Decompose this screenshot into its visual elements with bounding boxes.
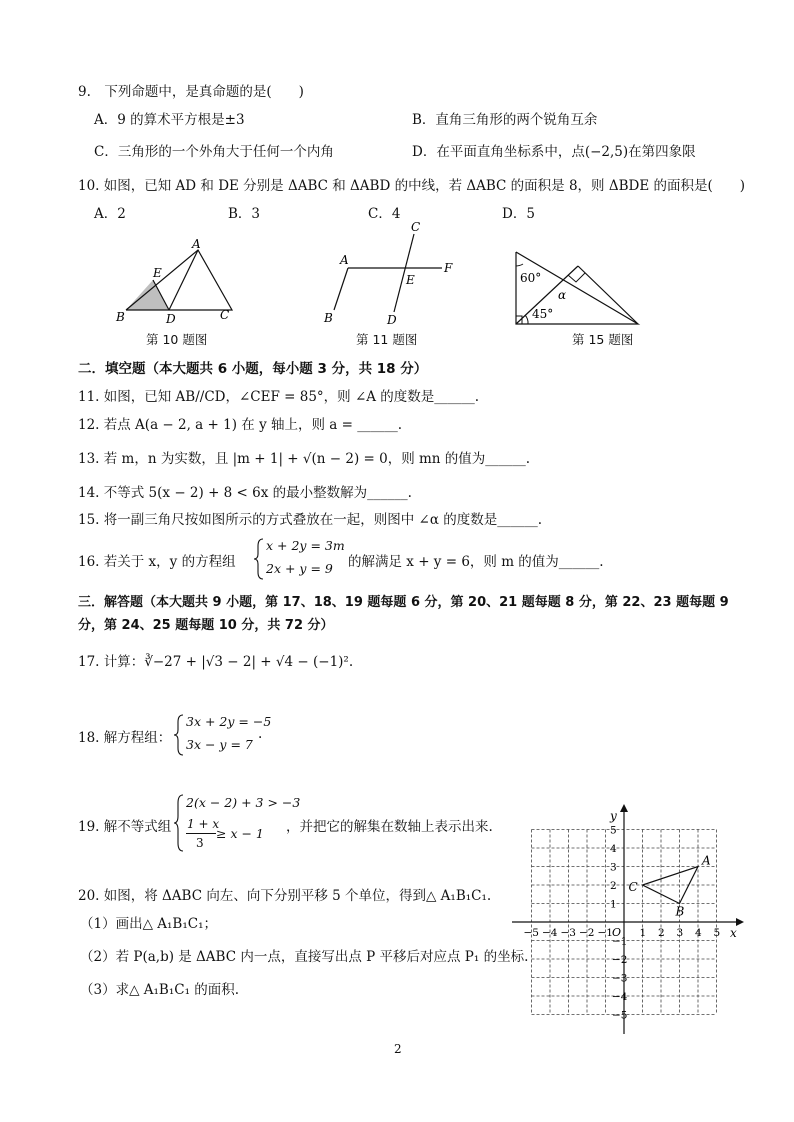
fig10-label-b: B — [116, 310, 125, 324]
section2-heading: 二．填空题（本大题共 6 小题，每小题 3 分，共 18 分） — [78, 361, 428, 377]
y-tick-label: −2 — [612, 954, 628, 966]
y-tick-label: 3 — [610, 861, 617, 874]
figure-11 — [318, 220, 468, 326]
page-number: 2 — [394, 1042, 402, 1056]
fig11-label-f: F — [444, 261, 453, 275]
fig11-caption: 第 11 题图 — [356, 332, 418, 347]
y-tick-label: −1 — [612, 935, 628, 948]
x-tick-label: −1 — [597, 927, 613, 939]
q19-eq2-numerator: 1 + x — [187, 817, 220, 831]
y-tick-label: 4 — [610, 843, 617, 855]
q9-stem: 9. 下列命题中，是真命题的是( ) — [78, 84, 304, 100]
fig11-label-b: B — [324, 311, 333, 325]
q12: 12. 若点 A(a − 2, a + 1) 在 y 轴上，则 a = ______. — [78, 417, 403, 433]
y-tick-label: 5 — [610, 824, 617, 837]
q16-brace — [254, 538, 264, 580]
x-axis-label: x — [730, 926, 737, 940]
triangle-abc — [643, 867, 699, 904]
x-tick-label: −2 — [579, 927, 595, 939]
q18-eq1: 3x + 2y = −5 — [186, 714, 272, 729]
q9-option-d: D．在平面直角坐标系中，点(−2,5)在第四象限 — [412, 144, 696, 160]
fig15-angle-45: 45° — [532, 307, 554, 321]
q19-suffix: ，并把它的解集在数轴上表示出来. — [286, 819, 493, 835]
origin-label: O — [612, 926, 622, 939]
fig11-label-d: D — [387, 313, 397, 326]
fig10-label-c: C — [220, 308, 230, 322]
q16-eq1: x + 2y = 3m — [266, 538, 345, 553]
y-tick-label: −4 — [612, 991, 628, 1003]
q18-eq2: 3x − y = 7 — [186, 737, 253, 752]
x-axis-arrow — [736, 918, 744, 926]
q18-suffix: . — [258, 726, 263, 742]
x-tick-label: −3 — [560, 927, 576, 939]
q20-part2: （2）若 P(a,b) 是 ΔABC 内一点，直接写出点 P 平移后对应点 P₁ 的坐标. — [80, 949, 529, 965]
fig11-label-a: A — [340, 253, 349, 267]
q19-prefix: 19. 解不等式组 — [78, 819, 172, 835]
q18-brace — [174, 714, 184, 756]
y-axis-label: y — [610, 809, 617, 823]
q20-part1: （1）画出△ A₁B₁C₁； — [80, 916, 217, 932]
q18-prefix: 18. 解方程组： — [78, 730, 172, 746]
q19-fraction-bar — [186, 833, 216, 834]
q16-prefix: 16. 若关于 x，y 的方程组 — [78, 554, 236, 570]
q19-eq2-denominator: 3 — [196, 836, 204, 850]
fig10-label-e: E — [153, 266, 162, 280]
fig10-label-a: A — [192, 237, 201, 251]
y-axis-arrow — [620, 804, 628, 812]
y-tick-label: −3 — [612, 972, 628, 985]
q19-eq1: 2(x − 2) + 3 > −3 — [186, 795, 301, 810]
x-tick-label: 5 — [713, 927, 721, 939]
figure-10 — [110, 236, 240, 326]
coordinate-grid — [508, 804, 748, 1040]
x-tick-label: −4 — [542, 927, 558, 939]
fig10-caption: 第 10 题图 — [146, 332, 208, 347]
q17: 17. 计算：∛−27 + |√3 − 2| + √4 − (−1)². — [78, 654, 354, 670]
q9-option-a: A．9 的算术平方根是±3 — [94, 112, 245, 128]
x-tick-label: 3 — [676, 927, 684, 939]
q14: 14. 不等式 5(x − 2) + 8 < 6x 的最小整数解为______. — [78, 485, 412, 501]
q10-option-d: D．5 — [502, 206, 535, 222]
q11: 11. 如图，已知 AB//CD，∠CEF = 85°，则 ∠A 的度数是______. — [78, 389, 480, 405]
q16-eq2: 2x + y = 9 — [266, 561, 333, 576]
fig10-label-d: D — [166, 312, 176, 326]
q19-brace — [174, 794, 184, 852]
point-label-b: B — [675, 904, 685, 919]
fig15-alpha: α — [558, 288, 567, 302]
x-tick-label: 4 — [695, 927, 702, 939]
q16-suffix: 的解满足 x + y = 6，则 m 的值为______. — [348, 554, 604, 570]
figure-15 — [510, 248, 646, 330]
fig11-label-e: E — [406, 273, 415, 287]
section3-heading-line2: 分，第 24、25 题每题 10 分，共 72 分） — [78, 618, 334, 633]
x-tick-label: −5 — [523, 927, 539, 939]
point-label-a: A — [702, 853, 711, 868]
y-tick-label: 1 — [610, 898, 617, 911]
fig11-label-c: C — [411, 220, 421, 234]
y-tick-label: −5 — [612, 1009, 628, 1022]
point-label-c: C — [628, 880, 638, 894]
q19-eq2-rest: ≥ x − 1 — [216, 826, 264, 841]
y-tick-label: 2 — [610, 880, 617, 892]
x-tick-label: 1 — [639, 927, 647, 939]
shaded-triangle-bde — [126, 280, 169, 310]
section3-heading-line1: 三．解答题（本大题共 9 小题，第 17、18、19 题每题 6 分，第 20、21 题每题 8 分，第 22、23 题每题 9 — [78, 595, 729, 610]
fig15-angle-60: 60° — [520, 271, 542, 285]
q13: 13. 若 m，n 为实数，且 |m + 1| + √(n − 2) = 0，则 mn 的值为______. — [78, 451, 531, 467]
q10-option-a: A．2 — [94, 206, 126, 222]
q15: 15. 将一副三角尺按如图所示的方式叠放在一起，则图中 ∠α 的度数是______. — [78, 512, 543, 528]
q20-part3: （3）求△ A₁B₁C₁ 的面积. — [80, 982, 240, 998]
q10-option-c: C．4 — [368, 206, 401, 222]
q20-stem: 20. 如图，将 ΔABC 向左、向下分别平移 5 个单位，得到△ A₁B₁C₁. — [78, 888, 492, 904]
fig15-caption: 第 15 题图 — [572, 332, 634, 347]
q10-option-b: B．3 — [228, 206, 261, 222]
q10-stem: 10. 如图，已知 AD 和 DE 分别是 ΔABC 和 ΔABD 的中线，若 ΔABC 的面积是 8，则 ΔBDE 的面积是( ) — [78, 178, 746, 194]
q9-option-c: C．三角形的一个外角大于任何一个内角 — [94, 144, 334, 160]
q9-option-b: B．直角三角形的两个锐角互余 — [412, 112, 598, 128]
x-tick-label: 2 — [658, 927, 665, 939]
